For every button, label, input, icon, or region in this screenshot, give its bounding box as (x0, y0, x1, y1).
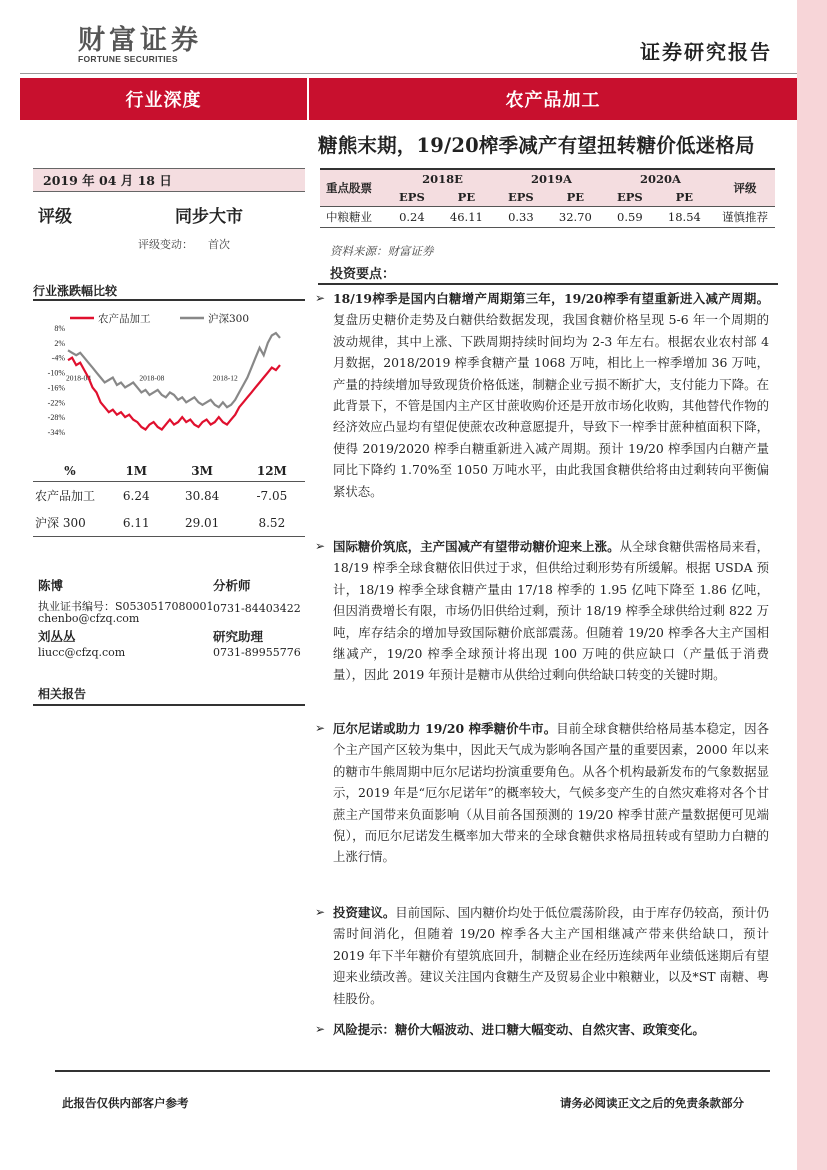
analyst-cert-1: 执业证书编号：S0530517080001 (38, 600, 214, 613)
legend-label: 农产品加工 (98, 313, 151, 325)
bullet-arrow-icon: ➢ (315, 539, 326, 553)
stock-eps-2018: 0.24 (399, 210, 425, 224)
analyst-phone-1: 0731-84403422 (213, 602, 301, 615)
stock-pe-2018: 46.11 (449, 210, 483, 224)
perf-row-name: 农产品加工 (35, 489, 96, 503)
perf-chart-divider (33, 299, 305, 301)
perf-header-12m: 12M (239, 460, 305, 482)
perf-header-1m: 1M (107, 460, 166, 482)
perf-row-1m: 6.24 (122, 489, 150, 503)
year-header-3: 2020A (640, 172, 681, 186)
analyst-email-2: liucc@cfzq.com (38, 646, 126, 659)
pe-header: PE (675, 190, 694, 204)
stock-eps-2020: 0.59 (617, 210, 643, 224)
decorative-side-strip (797, 0, 827, 1170)
eps-header: EPS (617, 190, 643, 204)
analyst-phone-2: 0731-89955776 (213, 646, 301, 659)
table-row (320, 207, 775, 228)
perf-row-name: 沪深 300 (33, 509, 107, 537)
perf-line-chart (30, 306, 285, 441)
analyst-name-1: 陈博 (38, 578, 64, 593)
perf-header-3m: 3M (166, 460, 239, 482)
company-logo-cn: 财富证券 (78, 25, 202, 56)
y-tick-label: -4% (51, 353, 65, 363)
data-source: 资料来源：财富证券 (330, 244, 434, 258)
y-tick-label: 2% (54, 338, 65, 348)
perf-row-12m: -7.05 (256, 489, 288, 503)
company-logo-en: FORTUNE SECURITIES (78, 54, 178, 64)
key-point-4 (315, 902, 770, 1009)
series-lines (68, 333, 280, 430)
related-reports-title: 相关报告 (38, 687, 87, 701)
y-tick-label: -10% (47, 368, 65, 378)
key-point-heading: 厄尔尼诺或助力 19/20 榨季糖价牛市。 (333, 721, 557, 736)
analyst-name-2: 刘丛丛 (38, 629, 76, 644)
key-point-heading: 投资建议。 (333, 905, 396, 920)
header-divider (20, 73, 797, 74)
x-tick-label: 2018-12 (212, 373, 238, 383)
key-point-text: 目前全球食糖供给格局基本稳定，因各个主产国产区较为集中，因此天气成为影响各国产量的重要因素，2000 年以来的糖市牛熊周期中厄尔尼诺均扮演重要角色。从各个机构最新发布的气象数据显示，2019 年是“厄尔尼诺年”的概率较大，气候多变产生的自然灾难将对各个甘蔗主产国带来负面影响（从目前各国预测的 19/20 榨季甘蔗产量数据便可见端倪），而厄尔尼诺发生概率加大带来的全球食糖供求格局扭转或有望助力白糖的上涨行情。 (333, 721, 769, 865)
key-points-divider (318, 283, 778, 285)
perf-row-1m: 6.11 (107, 509, 166, 537)
eps-header: EPS (399, 190, 425, 204)
analyst-role-2: 研究助理 (213, 629, 264, 644)
y-tick-label: -34% (47, 428, 65, 437)
pe-header: PE (457, 190, 476, 204)
category-right: 农产品加工 (505, 90, 601, 111)
key-point-text: 复盘历史糖价走势及白糖供给数据发现，我国食糖价格呈现 5-6 年一个周期的波动规律，其中上涨、下跌周期持续时间均为 2-3 年左右。根据农业农村部 4月数据，2018/2019 榨季食糖产量 1068 万吨，相比上一榨季增加 36 万吨，产量的持续增加导致现货价格低迷，制糖企业亏损不断扩大，支付能力下降。在此背景下，不管是国内主产区甘蔗收购价还是开放市场化收购，其他替代作物的经济效应凸显均有望促使蔗农改种意愿提升，导致下一榨季甘蔗种植面积下降，使得 2019/2020 榨季白糖重新进入减产周期。预计 19/20 榨季国内白糖产量同比下降约 1.70%至 1050 万吨水平，由此我国食糖供给将由过剩转向平衡偏紧状态。 (333, 312, 769, 499)
footer-right-note: 请务必阅读正文之后的免责条款部分 (560, 1096, 744, 1110)
bullet-arrow-icon: ➢ (315, 291, 326, 305)
perf-row-3m: 30.84 (184, 489, 220, 503)
stock-pe-2019: 32.70 (558, 210, 592, 224)
performance-table (33, 460, 305, 537)
key-point-1 (315, 288, 769, 502)
analyst-role-1: 分析师 (213, 578, 251, 593)
pe-header: PE (566, 190, 585, 204)
key-point-3 (315, 718, 769, 868)
chart-legend (70, 312, 249, 325)
stock-name: 中粮糖业 (326, 210, 372, 224)
report-date-text: 2019 年 04 月 18 日 (43, 173, 172, 188)
report-date (33, 168, 305, 192)
key-point-text: 从全球食糖供需格局来看，18/19 榨季全球食糖依旧供过于求，但供给过剩形势有所缓解。根据 USDA 预计，18/19 榨季全球食糖产量由 17/18 榨季的 1.95 亿吨下降至 1.86 亿吨，但因消费增长有限，市场仍旧供给过剩，预计 18/19 榨季全球供给过剩 822 万吨，库存结余的增加导致国际糖价底部震荡。但随着 19/20 榨季各大主产国相继减产，19/20 榨季全球预计将出现 100 万吨的供应缺口（产量低于消费量），因此 2019 年预计是糖市从供给过剩向供给缺口转变的关键时期。 (333, 539, 770, 683)
key-stock-table (320, 170, 775, 228)
year-header-1: 2018E (422, 172, 463, 186)
analyst-email-1: chenbo@cfzq.com (38, 612, 140, 625)
rating-label: 评级 (38, 207, 72, 227)
eps-header: EPS (508, 190, 534, 204)
stock-rating: 谨慎推荐 (722, 210, 768, 224)
legend-label: 沪深300 (208, 313, 250, 325)
table-row (33, 509, 305, 537)
year-header-2: 2019A (531, 172, 572, 186)
stock-col-header: 重点股票 (326, 181, 372, 195)
perf-chart-title: 行业涨跌幅比较 (33, 284, 118, 298)
y-axis-ticks (48, 324, 66, 437)
bullet-arrow-icon: ➢ (315, 1022, 326, 1036)
y-tick-label: -28% (47, 413, 65, 423)
key-point-heading: 国际糖价筑底，主产国减产有望带动糖价迎来上涨。 (333, 539, 620, 554)
rating-change-value: 首次 (208, 238, 230, 251)
footer-left-note: 此报告仅供内部客户参考 (62, 1096, 189, 1110)
key-point-5 (315, 1019, 769, 1040)
bullet-arrow-icon: ➢ (315, 905, 326, 919)
perf-header-pct: % (33, 460, 107, 482)
footer-divider (55, 1070, 770, 1072)
y-tick-label: -16% (47, 383, 65, 393)
bullet-arrow-icon: ➢ (315, 721, 326, 735)
rating-col-header: 评级 (733, 181, 757, 195)
y-tick-label: -22% (47, 398, 65, 408)
rating-value: 同步大市 (175, 207, 243, 227)
stock-eps-2019: 0.33 (508, 210, 534, 224)
x-tick-label: 2018-08 (139, 373, 165, 383)
report-title: 糖熊末期，19/20榨季减产有望扭转糖价低迷格局 (318, 134, 755, 157)
key-points-title: 投资要点： (330, 267, 396, 282)
key-point-heading: 18/19榨季是国内白糖增产周期第三年，19/20榨季有望重新进入减产周期。 (333, 291, 769, 306)
rating-change-label: 评级变动： (138, 238, 193, 251)
stock-pe-2020: 18.54 (667, 210, 701, 224)
y-tick-label: 8% (54, 324, 65, 333)
key-point-heading: 风险提示：糖价大幅波动、进口糖大幅变动、自然灾害、政策变化。 (333, 1022, 705, 1037)
related-reports-divider (33, 704, 305, 706)
key-point-2 (315, 536, 770, 686)
report-type: 证券研究报告 (640, 40, 772, 64)
series-line (68, 358, 280, 430)
perf-row-3m: 29.01 (166, 509, 239, 537)
table-row (33, 482, 305, 510)
perf-row-12m: 8.52 (239, 509, 305, 537)
key-point-text: 目前国际、国内糖价均处于低位震荡阶段，由于库存仍较高，预计仍需时间消化，但随着 19/20 榨季各大主产国相继减产带来供给缺口，预计 2019 年下半年糖价有望筑底回升，制糖企业在经历连续两年业绩低迷期后有望迎来业绩改善。建议关注国内食糖生产及贸易企业中粮糖业，以及*ST 南糖、粤桂股份。 (333, 905, 770, 1006)
category-left: 行业深度 (125, 90, 202, 111)
x-axis-ticks (66, 374, 238, 383)
x-tick-label: 2018-04 (66, 373, 91, 383)
